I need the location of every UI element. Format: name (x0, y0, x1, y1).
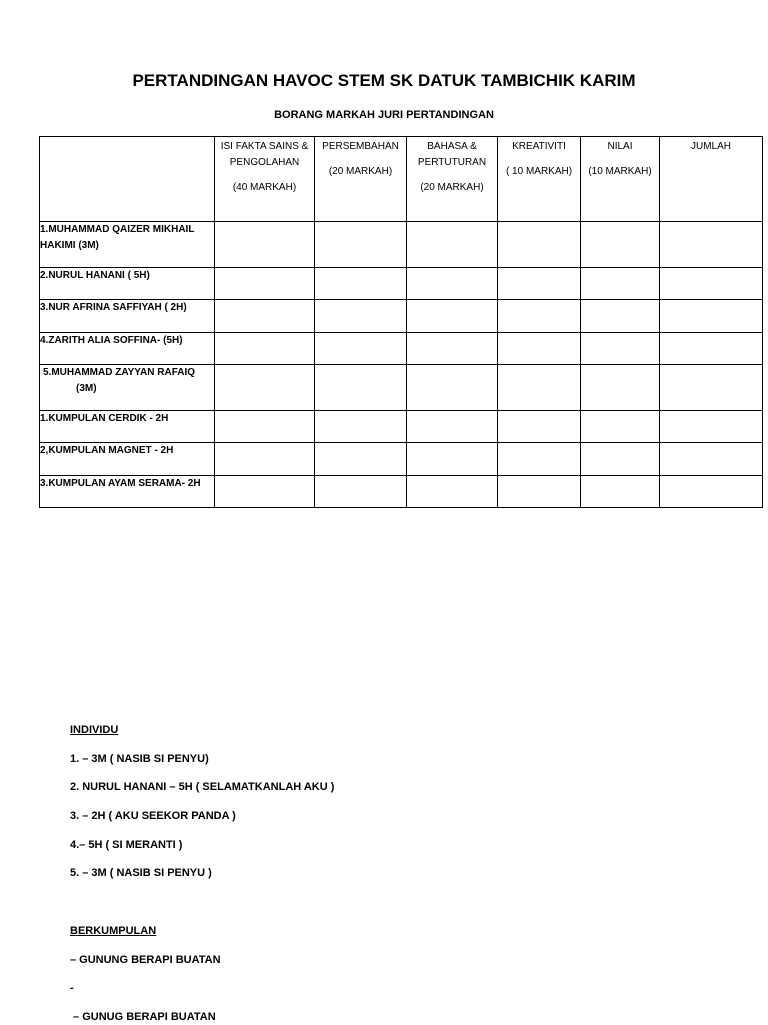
score-cell[interactable] (581, 443, 660, 476)
score-cell[interactable] (407, 268, 498, 300)
header-mark: (40 MARKAH) (232, 182, 297, 193)
score-cell[interactable] (407, 300, 498, 333)
header-line: PENGOLAHAN (229, 157, 300, 168)
header-blank-cell (40, 137, 215, 222)
total-cell[interactable] (660, 365, 763, 411)
participant-name: 1.MUHAMMAD QAIZER MIKHAIL HAKIMI (3M) (40, 222, 215, 268)
table-row (40, 222, 763, 268)
score-cell[interactable] (581, 268, 660, 300)
score-cell[interactable] (407, 222, 498, 268)
score-cell[interactable] (215, 268, 315, 300)
berkumpulan-item: – GUNUNG BERAPI BUATAN (70, 954, 221, 966)
total-cell[interactable] (660, 268, 763, 300)
score-cell[interactable] (215, 476, 315, 508)
total-cell[interactable] (660, 411, 763, 443)
table-row (40, 443, 763, 476)
header-mark: (10 MARKAH) (588, 166, 652, 177)
score-cell[interactable] (407, 333, 498, 365)
score-cell[interactable] (407, 476, 498, 508)
document-title: PERTANDINGAN HAVOC STEM SK DATUK TAMBICHIK KARIM (132, 71, 636, 90)
table-row (40, 268, 763, 300)
score-cell[interactable] (215, 333, 315, 365)
header-isi-fakta (215, 137, 315, 222)
score-cell[interactable] (315, 476, 407, 508)
score-cell[interactable] (498, 268, 581, 300)
group-name: 2,KUMPULAN MAGNET - 2H (40, 443, 215, 476)
score-cell[interactable] (315, 411, 407, 443)
score-cell[interactable] (215, 365, 315, 411)
header-mark: (20 MARKAH) (328, 166, 393, 177)
participant-name: 2.NURUL HANANI ( 5H) (40, 268, 215, 300)
score-cell[interactable] (315, 333, 407, 365)
individu-heading: INDIVIDU (70, 724, 119, 736)
header-mark: (20 MARKAH) (420, 182, 484, 193)
individu-item: 2. NURUL HANANI – 5H ( SELAMATKANLAH AKU ) (70, 781, 335, 793)
header-line: JUMLAH (690, 141, 731, 152)
individu-item: 3. – 2H ( AKU SEEKOR PANDA ) (70, 810, 236, 822)
header-line: PERTUTURAN (417, 157, 487, 168)
table-row (40, 476, 763, 508)
score-cell[interactable] (498, 411, 581, 443)
score-cell[interactable] (407, 365, 498, 411)
score-cell[interactable] (581, 222, 660, 268)
score-cell[interactable] (581, 411, 660, 443)
individu-item: 5. – 3M ( NASIB SI PENYU ) (70, 867, 212, 879)
score-cell[interactable] (315, 443, 407, 476)
header-line: KREATIVITI (512, 141, 566, 152)
individu-item: 1. – 3M ( NASIB SI PENYU) (70, 753, 209, 765)
berkumpulan-item: – GUNUG BERAPI BUATAN (70, 1011, 216, 1023)
score-cell[interactable] (581, 476, 660, 508)
total-cell[interactable] (660, 300, 763, 333)
score-cell[interactable] (407, 411, 498, 443)
total-cell[interactable] (660, 222, 763, 268)
score-cell[interactable] (581, 365, 660, 411)
header-jumlah (660, 137, 763, 222)
total-cell[interactable] (660, 443, 763, 476)
score-cell[interactable] (498, 333, 581, 365)
table-header-row (40, 137, 763, 222)
score-cell[interactable] (498, 443, 581, 476)
total-cell[interactable] (660, 476, 763, 508)
score-cell[interactable] (215, 411, 315, 443)
score-cell[interactable] (315, 222, 407, 268)
table-row (40, 300, 763, 333)
header-line: NILAI (607, 141, 633, 152)
header-line: ISI FAKTA SAINS & (220, 141, 309, 152)
individu-item: 4.– 5H ( SI MERANTI ) (70, 839, 183, 851)
score-cell[interactable] (498, 476, 581, 508)
header-kreativiti (498, 137, 581, 222)
score-cell[interactable] (215, 443, 315, 476)
document-subtitle: BORANG MARKAH JURI PERTANDINGAN (274, 109, 494, 121)
participant-name: 4.ZARITH ALIA SOFFINA- (5H) (40, 333, 215, 365)
berkumpulan-item: - (70, 982, 74, 994)
header-bahasa (407, 137, 498, 222)
score-cell[interactable] (315, 300, 407, 333)
score-cell[interactable] (215, 222, 315, 268)
table-row (40, 333, 763, 365)
score-cell[interactable] (407, 443, 498, 476)
total-cell[interactable] (660, 333, 763, 365)
header-line: PERSEMBAHAN (322, 141, 399, 152)
score-cell[interactable] (315, 268, 407, 300)
score-cell[interactable] (315, 365, 407, 411)
score-cell[interactable] (498, 300, 581, 333)
header-line: BAHASA & (427, 141, 477, 152)
participant-name: 5.MUHAMMAD ZAYYAN RAFAIQ (3M) (40, 365, 215, 411)
table-row (40, 411, 763, 443)
header-mark: ( 10 MARKAH) (505, 166, 573, 177)
score-cell[interactable] (498, 222, 581, 268)
berkumpulan-heading: BERKUMPULAN (70, 925, 157, 937)
score-cell[interactable] (498, 365, 581, 411)
score-cell[interactable] (581, 333, 660, 365)
header-persembahan (315, 137, 407, 222)
header-nilai (581, 137, 660, 222)
score-table (39, 136, 763, 508)
score-cell[interactable] (215, 300, 315, 333)
table-row (40, 365, 763, 411)
group-name: 1.KUMPULAN CERDIK - 2H (40, 411, 215, 443)
score-cell[interactable] (581, 300, 660, 333)
participant-name: 3.NUR AFRINA SAFFIYAH ( 2H) (40, 300, 215, 333)
group-name: 3.KUMPULAN AYAM SERAMA- 2H (40, 476, 215, 508)
